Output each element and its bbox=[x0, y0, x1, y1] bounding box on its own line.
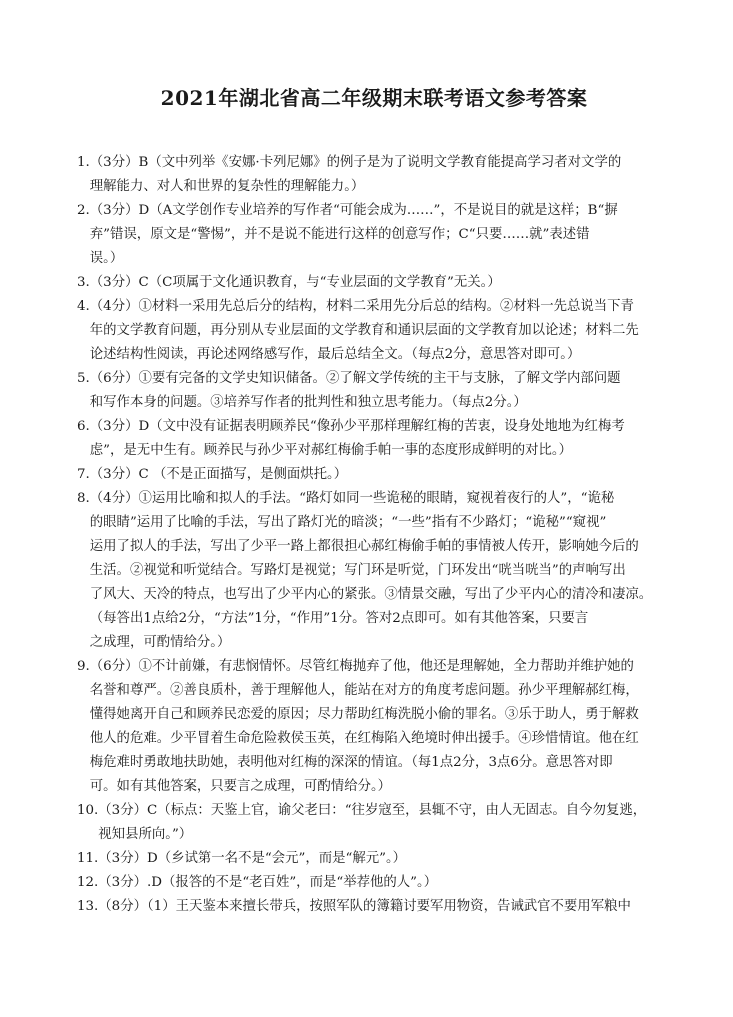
answer-text bbox=[90, 295, 671, 367]
answer-number: 10. bbox=[77, 803, 99, 818]
answer-line: 生活。②视觉和听觉结合。写路灯是视觉；写门环是听觉，门环发出“咣当咣当”的声响写出 bbox=[89, 563, 626, 578]
answer-text bbox=[98, 799, 671, 847]
answer-line: （4分）①运用比喻和拟人的手法。“路灯如同一些诡秘的眼睛，窥视着夜行的人”，“诡秘 bbox=[89, 491, 615, 506]
answer-line: 视知县所向。”） bbox=[98, 827, 193, 842]
answer-line: 懂得她离开自己和顾养民恋爱的原因；尽力帮助红梅洗脱小偷的罪名。③乐于助人，勇于解救 bbox=[89, 707, 639, 722]
answer-number: 2. bbox=[77, 203, 90, 218]
answer-text bbox=[90, 199, 671, 271]
answer-text bbox=[90, 655, 671, 799]
answer-number: 4. bbox=[77, 299, 90, 314]
answer-line: 他人的危难。少平冒着生命危险救侯玉英，在红梅陷入绝境时伸出援手。④珍惜情谊。他在红 bbox=[89, 731, 639, 746]
answer-item bbox=[77, 871, 671, 895]
answer-item bbox=[77, 151, 671, 199]
answer-line: （6分）①不计前嫌，有悲悯情怀。尽管红梅抛弃了他，他还是理解她，全力帮助并维护她的 bbox=[89, 659, 634, 674]
answer-line: 理解能力、对人和世界的复杂性的理解能力。） bbox=[89, 179, 365, 194]
answer-line: （3分）.D（报答的不是“老百姓”，而是“举荐他的人”。） bbox=[98, 875, 438, 890]
answer-text bbox=[90, 151, 671, 199]
answer-number: 7. bbox=[77, 467, 90, 482]
answer-item bbox=[77, 895, 671, 919]
answer-line: 可。如有其他答案，只要言之成理，可酌情给分。） bbox=[89, 779, 392, 794]
answer-line: 名誉和尊严。②善良质朴，善于理解他人，能站在对方的角度考虑问题。孙少平理解郝红梅， bbox=[89, 683, 639, 698]
answer-list bbox=[77, 151, 671, 919]
answer-line: （4分）①材料一采用先总后分的结构，材料二采用先分后总的结构。②材料一先总说当下青 bbox=[89, 299, 634, 314]
answer-line: （3分）C （不是正面描写，是侧面烘托。） bbox=[89, 467, 348, 482]
answer-item bbox=[77, 271, 671, 295]
answer-item bbox=[77, 415, 671, 463]
answer-item bbox=[77, 463, 671, 487]
answer-line: （3分）B（文中列举《安娜·卡列尼娜》的例子是为了说明文学教育能提高学习者对文学的 bbox=[89, 155, 622, 170]
document-title: 2021年湖北省高二年级期末联考语文参考答案 bbox=[160, 86, 588, 110]
answer-line: 梅危难时勇敢地扶助她，表明他对红梅的深深的情谊。（每1点2分，3点6分。意思答对即 bbox=[89, 755, 613, 770]
answer-number: 1. bbox=[77, 155, 90, 170]
answer-text bbox=[98, 847, 671, 871]
answer-number: 11. bbox=[77, 851, 99, 866]
answer-text bbox=[90, 487, 671, 655]
answer-number: 5. bbox=[77, 371, 90, 386]
answer-line: （每答出1点给2分，“方法”1分，“作用”1分。答对2点即可。如有其他答案，只要言 bbox=[89, 611, 589, 626]
answer-item bbox=[77, 847, 671, 871]
answer-number: 3. bbox=[77, 275, 90, 290]
answer-line: 弃”错误，原文是“警惕”，并不是说不能进行这样的创意写作；C“只要……就”表述错 bbox=[89, 227, 590, 242]
answer-item bbox=[77, 367, 671, 415]
answer-line: 的眼睛”运用了比喻的手法，写出了路灯光的暗淡；“一些”指有不少路灯；“诡秘”“窥视” bbox=[89, 515, 607, 530]
answer-item bbox=[77, 799, 671, 847]
answer-number: 8. bbox=[77, 491, 90, 506]
answer-line: 和写作本身的问题。③培养写作者的批判性和独立思考能力。（每点2分。） bbox=[89, 395, 527, 410]
answer-number: 9. bbox=[77, 659, 90, 674]
answer-item bbox=[77, 487, 671, 655]
answer-text bbox=[90, 367, 671, 415]
answer-line: （3分）D（乡试第一名不是“会元”，而是“解元”。） bbox=[98, 851, 407, 866]
answer-text bbox=[98, 871, 671, 895]
answer-number: 13. bbox=[77, 899, 99, 914]
answer-text bbox=[90, 415, 671, 463]
answer-line: 年的文学教育问题，再分别从专业层面的文学教育和通识层面的文学教育加以论述；材料二先 bbox=[89, 323, 639, 338]
answer-item bbox=[77, 199, 671, 271]
answer-line: （3分）D（A文学创作专业培养的写作者“可能会成为……”，不是说目的就是这样；B“摒 bbox=[89, 203, 618, 218]
answer-line: 了风大、天冷的特点，也写出了少平内心的紧张。③情景交融，写出了少平内心的清冷和凄凉。 bbox=[89, 587, 653, 602]
answer-line: （6分）①要有完备的文学史知识储备。②了解文学传统的主干与支脉，了解文学内部问题 bbox=[89, 371, 621, 386]
answer-text bbox=[90, 271, 671, 295]
answer-item bbox=[77, 295, 671, 367]
answer-line: 运用了拟人的手法，写出了少平一路上都很担心郝红梅偷手帕的事情被人传开，影响她今后的 bbox=[89, 539, 639, 554]
answer-line: 论述结构性阅读，再论述网络感写作，最后总结全文。（每点2分，意思答对即可。） bbox=[89, 347, 581, 362]
answer-line: （3分）C（标点：天鉴上官，谕父老曰：“往岁寇至，县辄不守，由人无固志。自今勿复逃， bbox=[98, 803, 647, 818]
answer-line: （8分）（1）王天鉴本来擅长带兵，按照军队的簿籍讨要军用物资，告诫武官不要用军粮中 bbox=[98, 899, 631, 914]
answer-line: 误。） bbox=[89, 251, 124, 266]
answer-line: （3分）D（文中没有证据表明顾养民“像孙少平那样理解红梅的苦衷，设身处地地为红梅考 bbox=[89, 419, 625, 434]
answer-number: 12. bbox=[77, 875, 99, 890]
answer-item bbox=[77, 655, 671, 799]
answer-text bbox=[98, 895, 671, 919]
answer-line: 之成理，可酌情给分。） bbox=[89, 635, 231, 650]
answer-line: （3分）C（C项属于文化通识教育，与“专业层面的文学教育”无关。） bbox=[89, 275, 501, 290]
answer-text bbox=[90, 463, 671, 487]
answer-line: 虑”，是无中生有。顾养民与孙少平对郝红梅偷手帕一事的态度形成鲜明的对比。） bbox=[89, 443, 572, 458]
answer-number: 6. bbox=[77, 419, 90, 434]
